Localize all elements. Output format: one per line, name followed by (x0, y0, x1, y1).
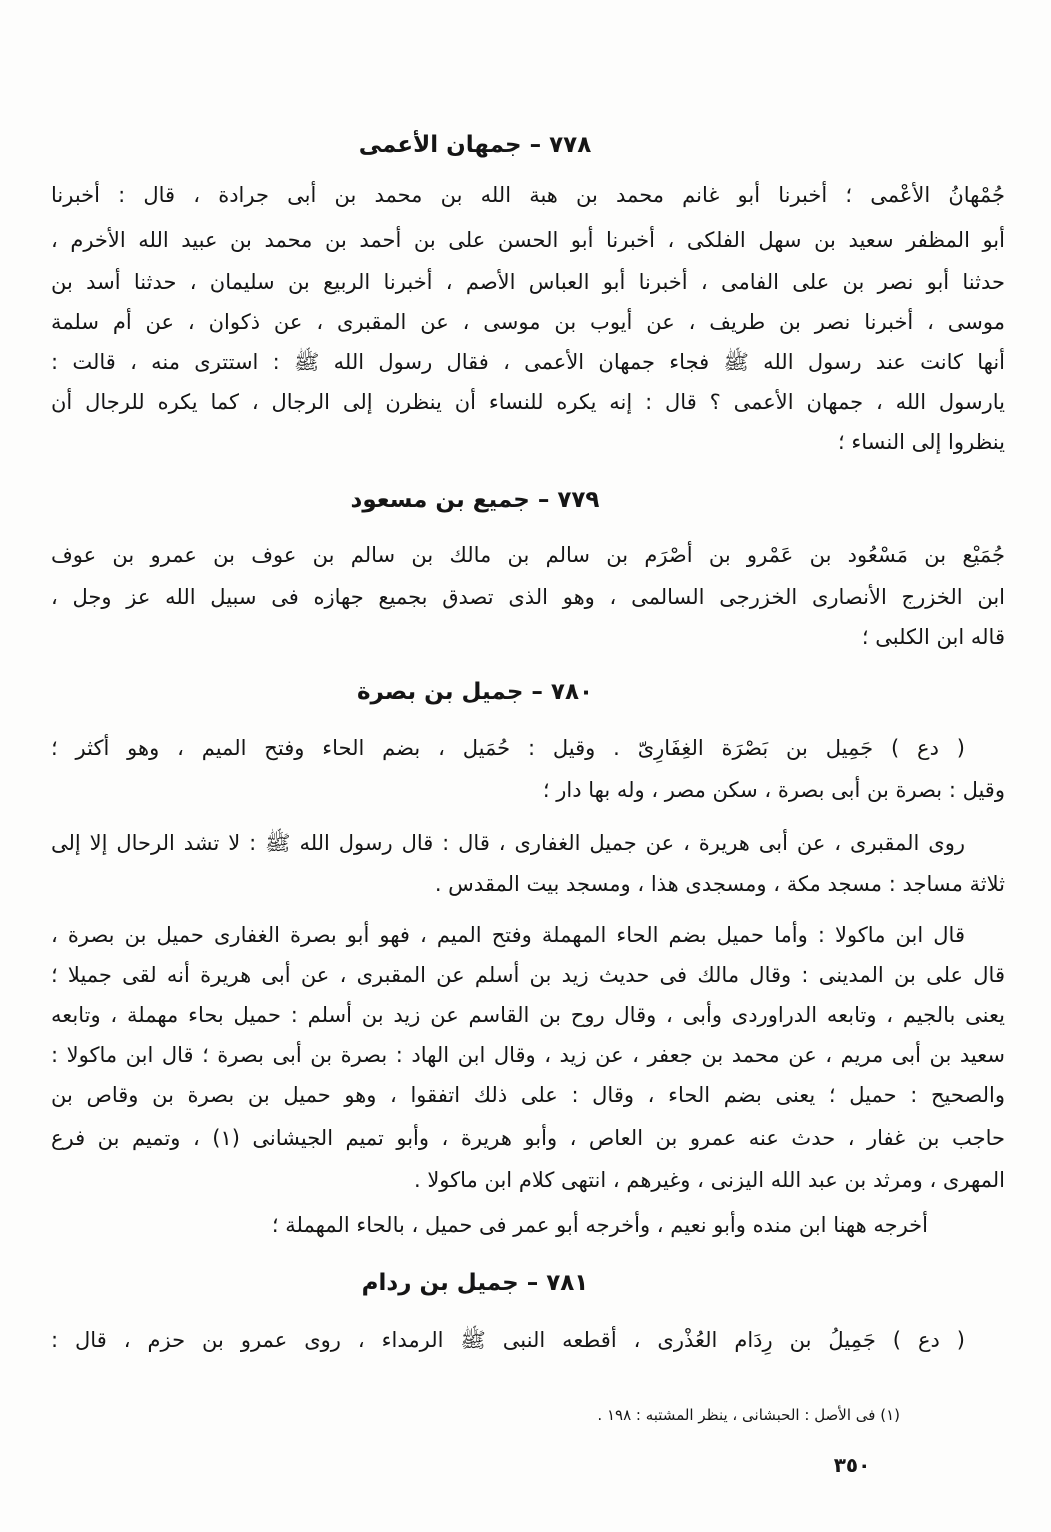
text-line: ينظروا إلى النساء ؛ (838, 430, 1005, 454)
text-line: يارسول الله ، جمهان الأعمى ؟ قال : إنه يكره للنساء أن ينظرن إلى الرجال ، كما يكره للرجال أن (51, 390, 1005, 414)
text-line: روى المقبرى ، عن أبى هريرة ، عن جميل الغفارى ، قال : قال رسول الله ﷺ : لا تشد الرحال إلا إلى (51, 831, 965, 855)
entry-heading: ٧٨٠ – جميل بن بصرة (356, 679, 594, 705)
text-line: يعنى بالجيم ، وتابعه الدراوردى وأبى ، وقال روح بن القاسم عن زيد بن أسلم : حميل بحاء مهملة ، وتابعه (51, 1003, 1005, 1027)
text-line: ( دع ) جَمِيلُ بن رِدَام العُذْرى ، أقطعه النبى ﷺ الرمداء ، روى عمرو بن حزم ، قال : (51, 1328, 965, 1352)
text-line: أبو المظفر سعيد بن سهل الفلكى ، أخبرنا أبو الحسن على بن أحمد بن محمد بن عبيد الله الأخرم ، (51, 228, 1005, 252)
text-line: ثلاثة مساجد : مسجد مكة ، ومسجدى هذا ، ومسجد بيت المقدس . (434, 872, 1005, 896)
text-line: جُمْهانُ الأعْمى ؛ أخبرنا أبو غانم محمد بن هبة الله بن محمد بن أبى جرادة ، قال : أخبرنا (51, 183, 1005, 207)
text-line: جُمَيْع بن مَسْعُود بن عَمْرو بن أصْرَم بن سالم بن مالك بن سالم بن عوف بن عمرو بن عوف (51, 543, 1005, 567)
text-line: ابن الخزرج الأنصارى الخزرجى السالمى ، وهو الذى تصدق بجميع جهازه فى سبيل الله عز وجل ، (51, 585, 1005, 609)
text-line: حدثنا أبو نصر بن على الفامى ، أخبرنا أبو العباس الأصم ، أخبرنا الربيع بن سليمان ، حدثنا أسد بن (51, 270, 1005, 294)
footnote: (١) فى الأصل : الحبشانى ، ينظر المشتبه : ١٩٨ . (597, 1406, 900, 1424)
text-line: سعيد بن أبى مريم ، عن محمد بن جعفر ، عن زيد ، وقال ابن الهاد : بصرة بن أبى بصرة ؛ قال ابن ماكولا : (51, 1043, 1005, 1067)
text-line: وقيل : بصرة بن أبى بصرة ، سكن مصر ، وله بها دار ؛ (542, 778, 1005, 802)
text-line: والصحيح : حميل ؛ يعنى بضم الحاء ، وقال : على ذلك اتفقوا ، وهو حميل بن بصرة بن وقاص بن (51, 1083, 1005, 1107)
text-line: المهرى ، ومرثد بن عبد الله اليزنى ، وغيرهم ، انتهى كلام ابن ماكولا . (413, 1168, 1005, 1192)
entry-heading: ٧٨١ – جميل بن ردام (361, 1270, 589, 1296)
text-line: حاجب بن غفار ، حدث عنه عمرو بن العاص ، وأبو هريرة ، وأبو تميم الجيشانى (١) ، وتميم بن فرع (50, 1126, 1005, 1150)
text-line: قال على بن المدينى : وقال مالك فى حديث زيد بن أسلم عن المقبرى ، عن أبى هريرة أنه لقى جميلا ؛ (51, 963, 1005, 987)
page-number: ٣٥٠ (833, 1453, 871, 1477)
text-line: ( دع ) جَمِيل بن بَصْرَة الغِفَارِىّ . وقيل : حُمَيل ، بضم الحاء وفتح الميم ، وهو أكثر ؛ (51, 736, 965, 760)
text-line: قاله ابن الكلبى ؛ (861, 625, 1005, 649)
entry-heading: ٧٧٨ – جمهان الأعمى (358, 132, 592, 158)
text-line: قال ابن ماكولا : وأما حميل بضم الحاء المهملة وفتح الميم ، فهو أبو بصرة الغفارى حميل بن بصرة ، (51, 923, 965, 947)
entry-heading: ٧٧٩ – جميع بن مسعود (350, 487, 600, 513)
text-line: أنها كانت عند رسول الله ﷺ فجاء جمهان الأعمى ، فقال رسول الله ﷺ : استترى منه ، قالت : (51, 350, 1005, 374)
text-line: موسى ، أخبرنا نصر بن طريف ، عن أيوب بن موسى ، عن المقبرى ، عن ذكوان ، عن أم سلمة (51, 310, 1005, 334)
text-line: أخرجه ههنا ابن منده وأبو نعيم ، وأخرجه أبو عمر فى حميل ، بالحاء المهملة ؛ (271, 1213, 928, 1237)
